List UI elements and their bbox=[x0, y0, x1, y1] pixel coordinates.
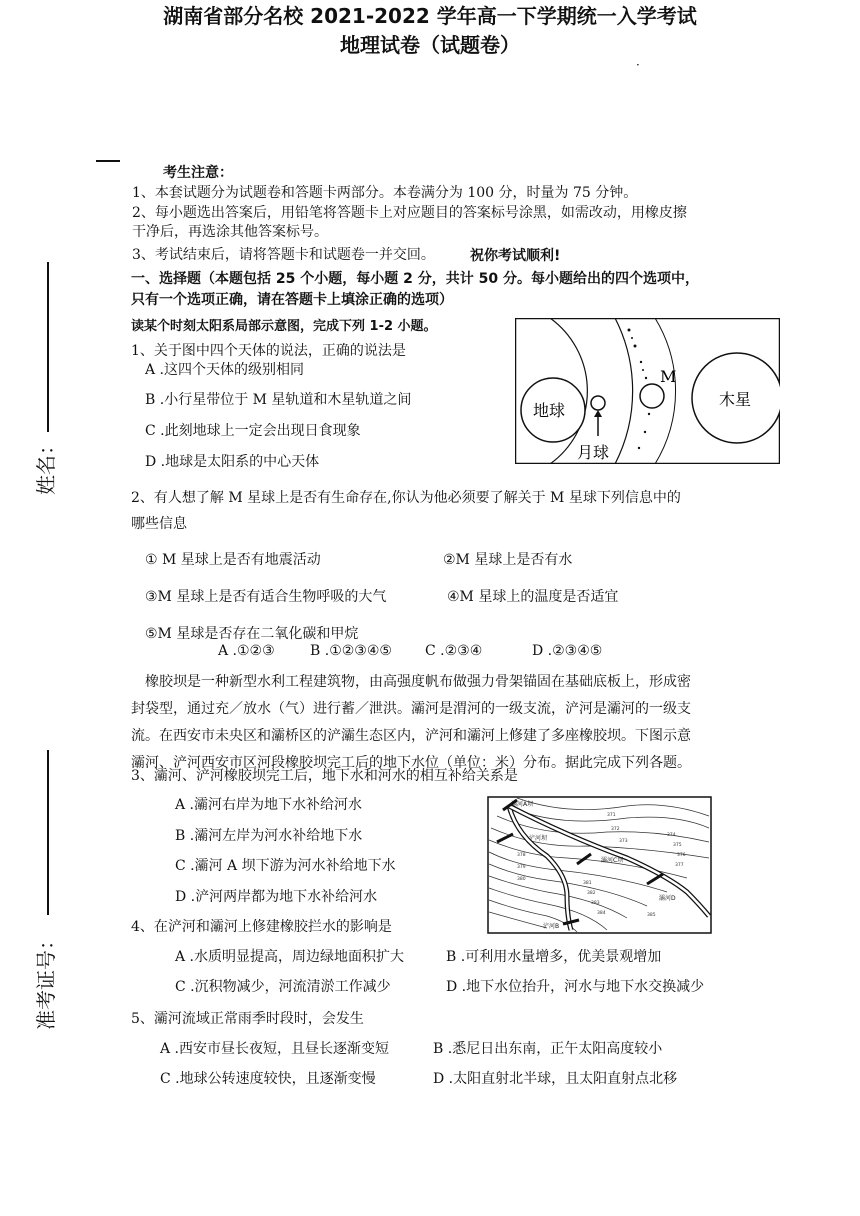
solar-system-figure bbox=[515, 318, 780, 464]
q5-option-a[interactable]: A .西安市昼长夜短，且昼长逐渐变短 bbox=[160, 1041, 390, 1057]
svg-text:灞河C坝: 灞河C坝 bbox=[601, 857, 624, 864]
q2-stem: 2、有人想了解 M 星球上是否有生命存在,你认为他必须要了解关于 M 星球下列信息中的 bbox=[131, 490, 681, 506]
exam-id-label: 准考证号： bbox=[34, 930, 58, 1030]
q2-option-b[interactable]: B .①②③④⑤ bbox=[310, 643, 392, 659]
svg-text:379: 379 bbox=[517, 865, 526, 870]
q1-option-c[interactable]: C .此刻地球上一定会出现日食现象 bbox=[145, 423, 361, 439]
q3-stem: 3、灞河、浐河橡胶坝完工后，地下水和河水的相互补给关系是 bbox=[131, 768, 518, 784]
svg-text:383: 383 bbox=[591, 901, 600, 906]
q1-stem: 1、关于图中四个天体的说法，正确的说法是 bbox=[131, 343, 406, 359]
moon-circle bbox=[591, 396, 605, 410]
svg-text:376: 376 bbox=[677, 853, 686, 858]
notice-2b: 干净后，再选涂其他答案标号。 bbox=[132, 224, 328, 240]
m-label: M bbox=[660, 367, 677, 386]
q4-option-b[interactable]: B .可利用水量增多，优美景观增加 bbox=[446, 949, 662, 965]
q2-stem-2: 哪些信息 bbox=[131, 516, 187, 532]
exam-subtitle: 地理试卷（试题卷） bbox=[340, 33, 520, 57]
section-heading: 一、选择题（本题包括 25 个小题，每小题 2 分，共计 50 分。每小题给出的四个选项中， bbox=[131, 271, 699, 287]
svg-text:灞河D: 灞河D bbox=[659, 895, 676, 902]
jupiter-label: 木星 bbox=[719, 390, 752, 409]
good-luck: 祝你考试顺利! bbox=[470, 248, 561, 264]
name-label: 姓名： bbox=[34, 435, 58, 495]
q2-option-a[interactable]: A .①②③ bbox=[218, 643, 275, 659]
q1-option-b[interactable]: B .小行星带位于 M 星轨道和木星轨道之间 bbox=[145, 392, 412, 408]
svg-text:385: 385 bbox=[647, 913, 656, 918]
q4-stem: 4、在浐河和灞河上修建橡胶拦水的影响是 bbox=[131, 919, 392, 935]
svg-text:381: 381 bbox=[583, 881, 592, 886]
q3-option-d[interactable]: D .浐河两岸都为地下水补给河水 bbox=[175, 889, 378, 905]
groundwater-map bbox=[487, 796, 712, 934]
notice-title: 考生注意： bbox=[163, 165, 233, 181]
svg-text:375: 375 bbox=[673, 843, 682, 848]
notice-1: 1、本套试题分为试题卷和答题卡两部分。本卷满分为 100 分，时量为 75 分钟。 bbox=[132, 185, 638, 201]
header-mark: · bbox=[636, 58, 640, 72]
q2-item-4: ④M 星球上的温度是否适宜 bbox=[447, 589, 619, 605]
name-line bbox=[47, 262, 49, 432]
passage-line-2: 封袋型，通过充／放水（气）进行蓄／泄洪。灞河是渭河的一级支流，浐河是灞河的一级支 bbox=[131, 701, 691, 717]
q3-option-a[interactable]: A .灞河右岸为地下水补给河水 bbox=[175, 797, 363, 813]
q4-option-d[interactable]: D .地下水位抬升，河水与地下水交换减少 bbox=[446, 979, 705, 995]
margin-dash bbox=[96, 160, 120, 162]
svg-text:374: 374 bbox=[667, 833, 676, 838]
q2-option-c[interactable]: C .②③④ bbox=[425, 643, 483, 659]
moon-label: 月球 bbox=[577, 443, 610, 462]
q5-option-b[interactable]: B .悉尼日出东南，正午太阳高度较小 bbox=[433, 1041, 663, 1057]
passage-line-1: 橡胶坝是一种新型水利工程建筑物，由高强度帆布做强力骨架锚固在基础底板上，形成密 bbox=[145, 674, 691, 690]
svg-text:382: 382 bbox=[587, 891, 596, 896]
svg-text:灞河A坝: 灞河A坝 bbox=[511, 801, 534, 808]
q2-item-5: ⑤M 星球是否存在二氧化碳和甲烷 bbox=[145, 626, 359, 642]
q4-option-a[interactable]: A .水质明显提高，周边绿地面积扩大 bbox=[175, 949, 405, 965]
svg-text:378: 378 bbox=[517, 853, 526, 858]
q2-item-2: ②M 星球上是否有水 bbox=[443, 552, 573, 568]
q2-item-3: ③M 星球上是否有适合生物呼吸的大气 bbox=[145, 589, 387, 605]
m-planet-circle bbox=[640, 384, 664, 408]
q3-option-b[interactable]: B .灞河左岸为河水补给地下水 bbox=[175, 828, 363, 844]
notice-3: 3、考试结束后，请将答题卡和试题卷一并交回。 bbox=[132, 247, 435, 263]
q5-option-d[interactable]: D .太阳直射北半球，且太阳直射点北移 bbox=[433, 1071, 678, 1087]
q5-option-c[interactable]: C .地球公转速度较快，且逐渐变慢 bbox=[160, 1071, 376, 1087]
svg-text:384: 384 bbox=[597, 911, 606, 916]
q4-option-c[interactable]: C .沉积物减少，河流清淤工作减少 bbox=[175, 979, 391, 995]
notice-2: 2、每小题选出答案后，用铅笔将答题卡上对应题目的答案标号涂黑，如需改动，用橡皮擦 bbox=[132, 205, 687, 221]
exam-title: 湖南省部分名校 2021-2022 学年高一下学期统一入学考试 bbox=[163, 4, 697, 28]
q5-stem: 5、灞河流域正常雨季时段时，会发生 bbox=[131, 1011, 364, 1027]
svg-text:371: 371 bbox=[607, 813, 616, 818]
intro-1: 读某个时刻太阳系局部示意图，完成下列 1-2 小题。 bbox=[131, 319, 437, 334]
passage-line-3: 流。在西安市未央区和灞桥区的浐灞生态区内，浐河和灞河上修建了多座橡胶坝。下图示意 bbox=[131, 728, 691, 744]
q3-option-c[interactable]: C .灞河 A 坝下游为河水补给地下水 bbox=[175, 858, 396, 874]
q2-option-d[interactable]: D .②③④⑤ bbox=[532, 643, 603, 659]
q2-item-1: ① M 星球上是否有地震活动 bbox=[145, 552, 321, 568]
svg-text:377: 377 bbox=[675, 863, 684, 868]
exam-id-line bbox=[47, 750, 49, 915]
earth-label: 地球 bbox=[533, 401, 566, 420]
svg-text:372: 372 bbox=[611, 827, 620, 832]
passage bbox=[131, 669, 731, 777]
section-heading-2: 只有一个选项正确，请在答题卡上填涂正确的选项） bbox=[131, 292, 453, 308]
q1-option-d[interactable]: D .地球是太阳系的中心天体 bbox=[145, 454, 320, 470]
q1-option-a[interactable]: A .这四个天体的级别相同 bbox=[145, 362, 305, 378]
svg-text:浐河B: 浐河B bbox=[543, 923, 560, 930]
passage-line-4: 灞河、浐河西安市区河段橡胶坝完工后的地下水位（单位：米）分布。据此完成下列各题。 bbox=[131, 755, 691, 771]
svg-text:380: 380 bbox=[517, 877, 526, 882]
svg-text:浐河坝: 浐河坝 bbox=[529, 835, 548, 842]
svg-text:373: 373 bbox=[619, 839, 628, 844]
